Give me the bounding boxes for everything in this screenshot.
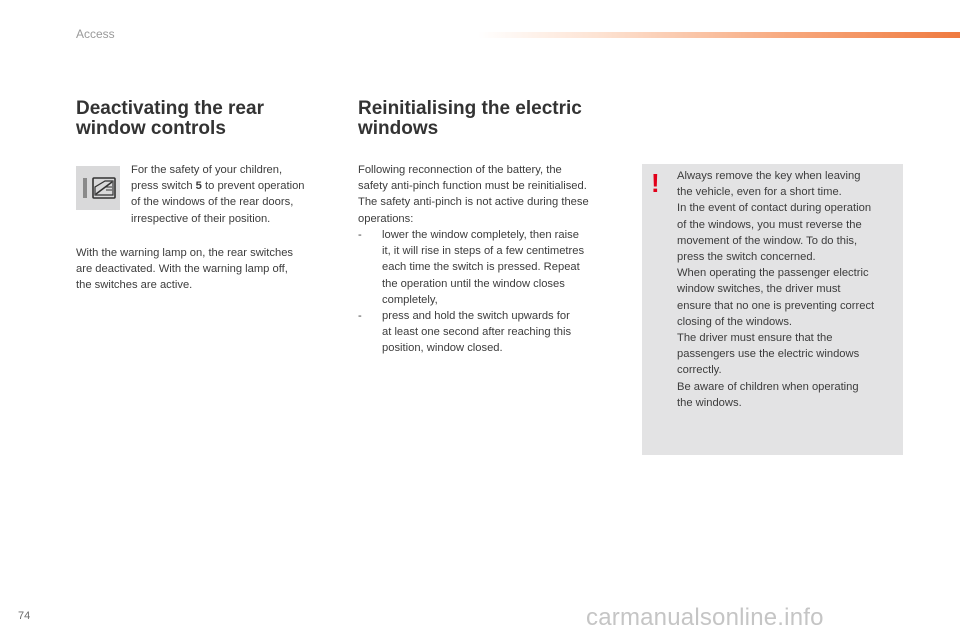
rear-window-lock-switch-icon [76,166,120,210]
warning-box [642,164,903,455]
left-paragraph [76,245,336,294]
header-accent-bar [478,32,960,38]
left-para-line: are deactivated. With the warning lamp off, [76,263,288,276]
list-line: it, it will rise in steps of a few centimetres [382,245,585,258]
middle-title-line: windows [358,118,439,139]
warning-line: of the windows, you must reverse the [677,218,862,231]
procedure-list [358,227,620,357]
list-line: the operation until the window closes [382,277,565,290]
warning-line: ensure that no one is preventing correct [677,299,875,312]
left-intro-line: irrespective of their position. [131,212,271,225]
left-section-title [76,99,336,139]
left-intro-line: of the windows of the rear doors, [131,196,294,209]
warning-line: Be aware of children when operating [677,380,859,393]
middle-intro-line: safety anti-pinch function must be reinitialised. [358,180,587,193]
warning-text [677,168,901,411]
warning-line: The driver must ensure that the [677,332,833,345]
left-title-line: window controls [76,118,226,139]
warning-line: window switches, the driver must [677,283,841,296]
warning-line: the windows. [677,396,742,409]
left-intro-line: to prevent operation [205,180,305,193]
left-intro [131,162,331,227]
left-para-line: the switches are active. [76,279,193,292]
list-line: position, window closed. [382,342,503,355]
warning-line: press the switch concerned. [677,251,816,264]
middle-intro [358,162,628,227]
warning-line: When operating the passenger electric [677,267,869,280]
left-intro-line: For the safety of your children, [131,164,283,176]
warning-line: correctly. [677,364,722,377]
switch-number: 5 [195,180,202,193]
list-line: at least one second after reaching this [382,326,572,339]
left-title-line: Deactivating the rear [76,98,264,119]
warning-line: Always remove the key when leaving [677,170,861,182]
list-item [358,308,620,357]
left-intro-prefix: press switch [131,180,196,193]
warning-exclamation-icon: ! [651,168,660,198]
warning-line: movement of the window. To do this, [677,234,858,247]
middle-section-title [358,99,628,139]
middle-intro-line: Following reconnection of the battery, the [358,164,562,176]
list-line: each time the switch is pressed. Repeat [382,261,580,274]
page-number: 74 [18,610,31,622]
warning-line: closing of the windows. [677,315,793,328]
list-line: press and hold the switch upwards for [382,310,570,323]
watermark: carmanualsonline.info [586,604,824,631]
list-item [358,227,620,308]
warning-line: the vehicle, even for a short time. [677,186,842,199]
list-dash: - [358,310,362,323]
middle-title-line: Reinitialising the electric [358,98,582,119]
list-line: lower the window completely, then raise [382,229,579,241]
warning-line: In the event of contact during operation [677,202,872,215]
list-line: completely, [382,293,438,306]
list-dash: - [358,229,362,241]
left-para-line: With the warning lamp on, the rear switches [76,247,294,259]
section-label: Access [76,27,115,41]
warning-line: passengers use the electric windows [677,348,860,361]
middle-intro-line: operations: [358,212,414,225]
middle-intro-line: The safety anti-pinch is not active during these [358,196,589,209]
